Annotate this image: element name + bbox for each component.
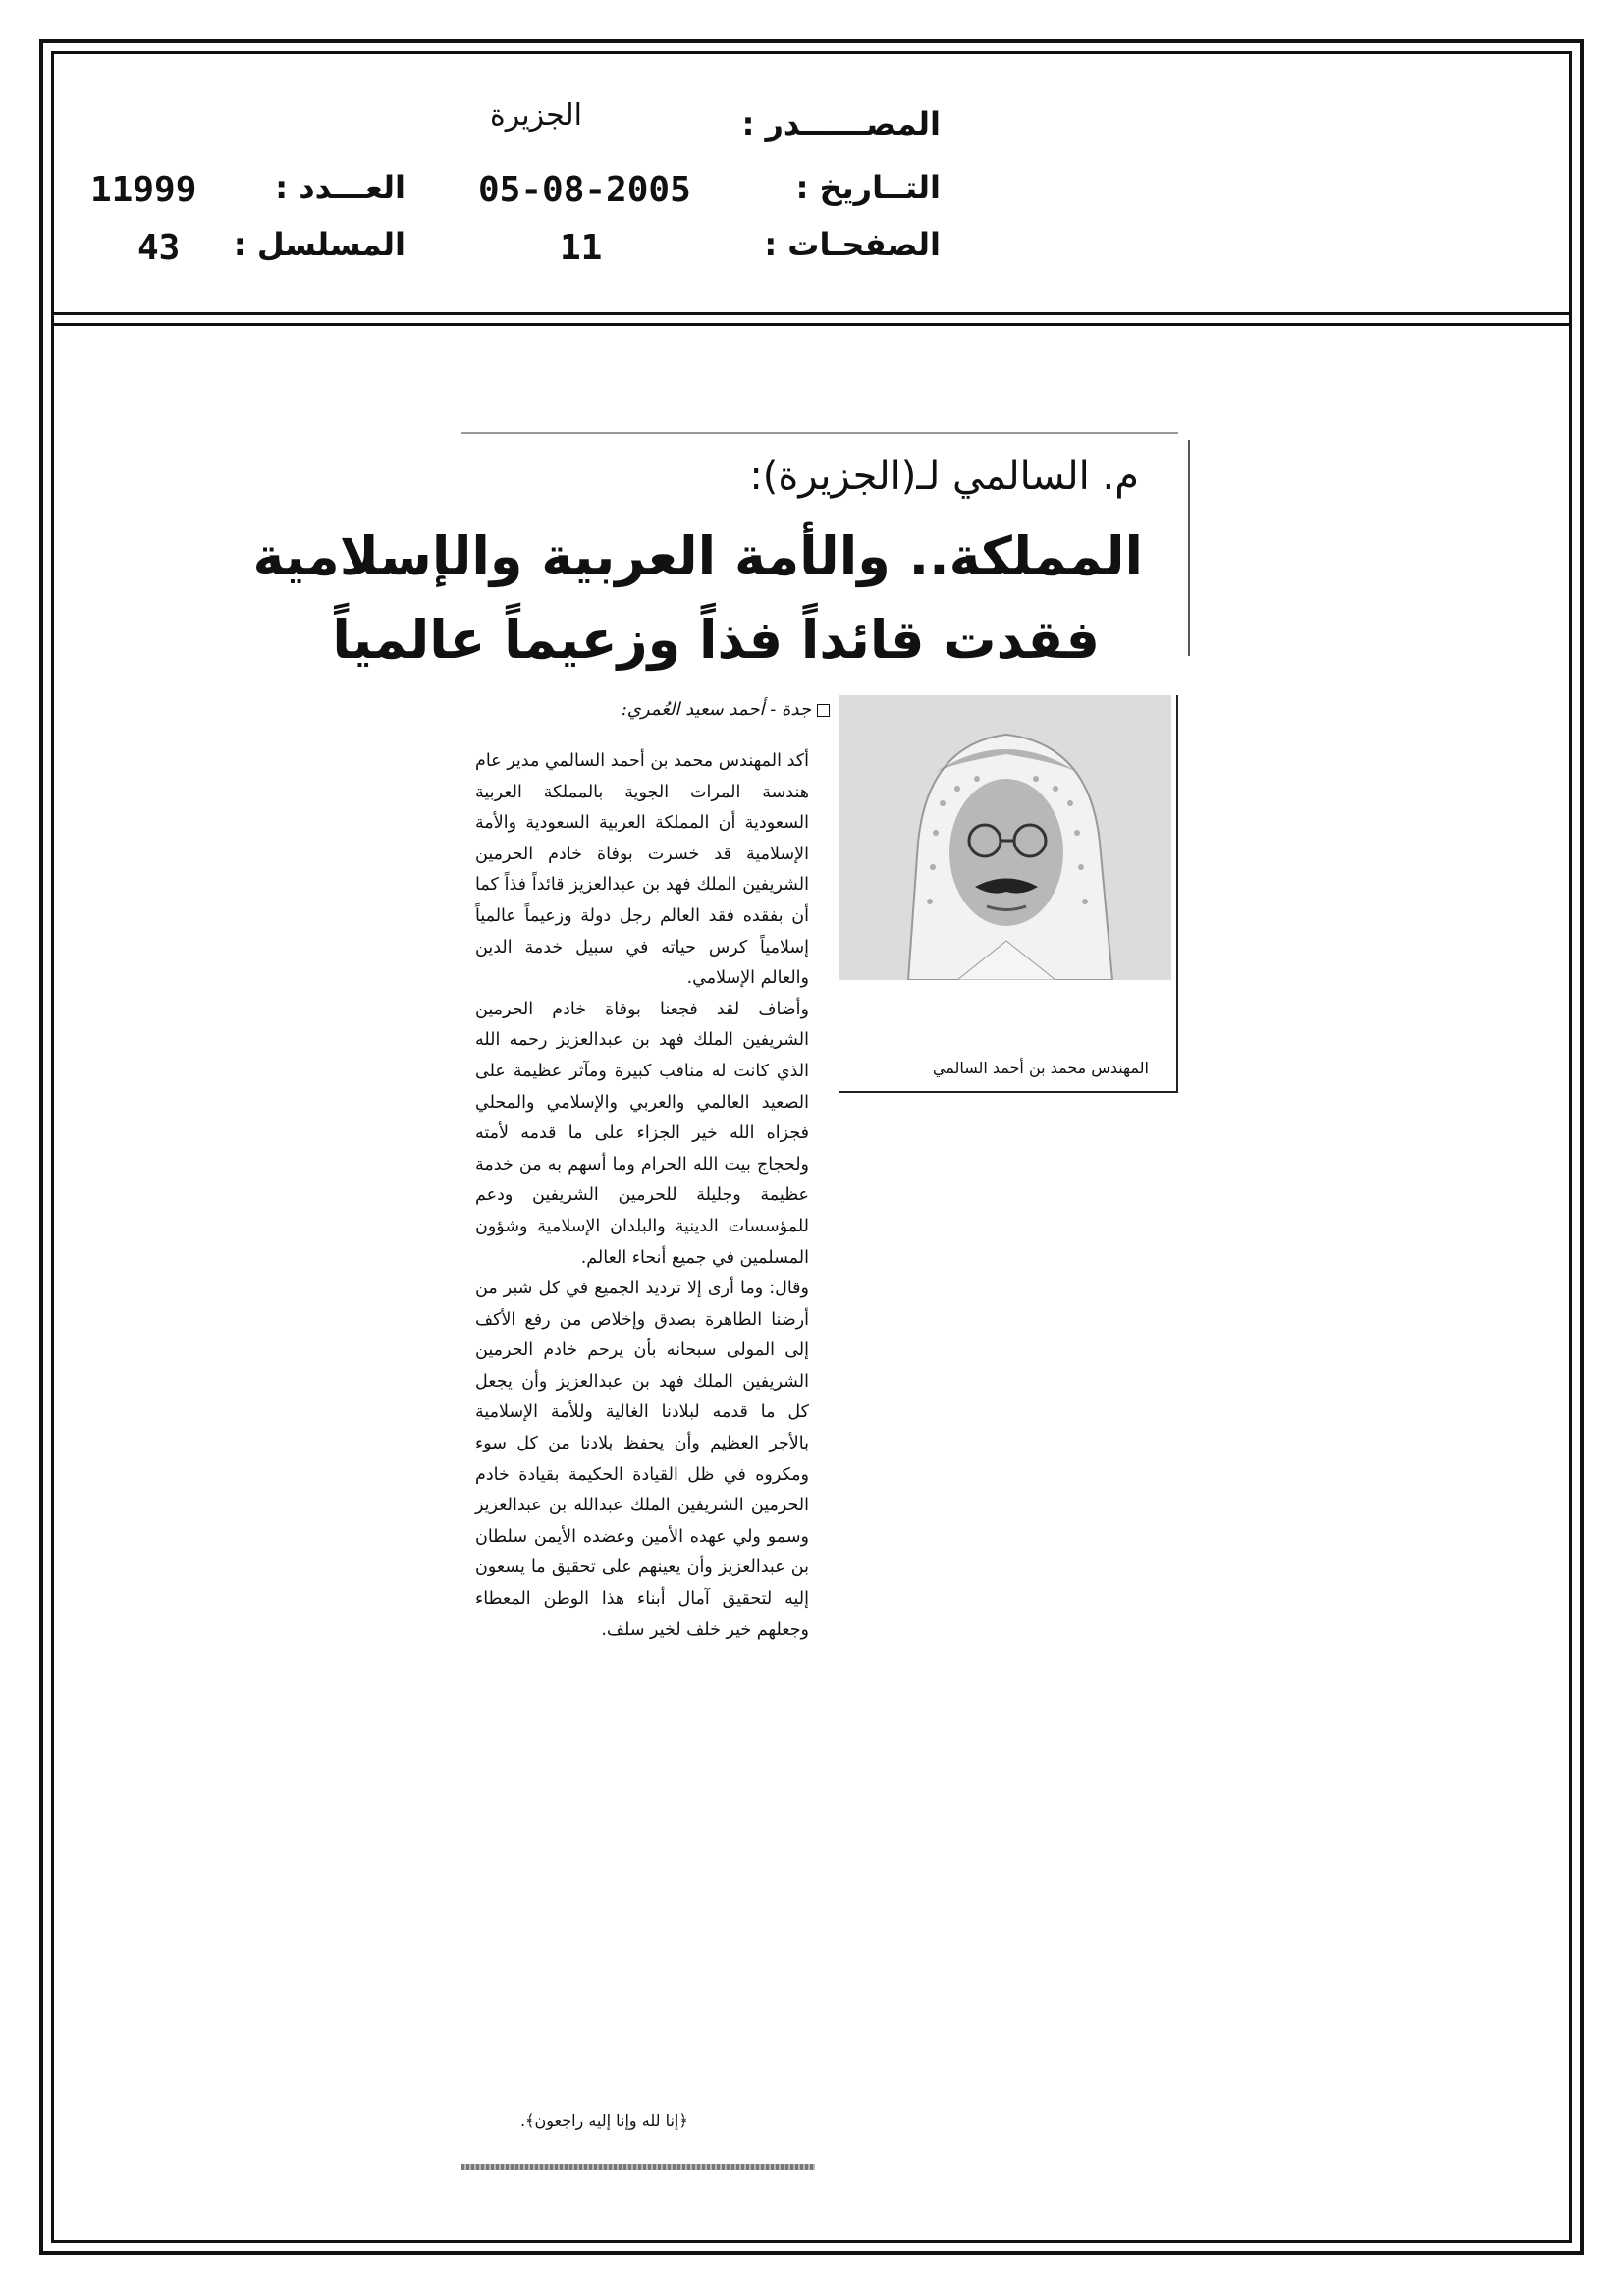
- source-value: الجزيرة: [489, 98, 582, 133]
- article-paragraph-1: أكد المهندس محمد بن أحمد السالمي مدير عام هندسة المرات الجوية بالمملكة العربية السعودية أن المملكة العربية السعودية والأمة الإسلامية قد خسرت بوفاة خادم الحرمين الشريفين الملك فهد بن عبدالعزيز قائداً فذاً كما أن بفقده فقد العالم رجل دولة وزعيماً عالمياً إسلامياً كرس حياته في سبيل خدمة الدين والعالم الإسلامي.: [475, 751, 809, 989]
- header-divider: [51, 312, 1572, 326]
- article-body: [475, 746, 809, 1646]
- source-label: المصــــــدر :: [741, 105, 941, 142]
- clipping-bottom-rule: [461, 2164, 815, 2170]
- issue-label: العـــدد :: [275, 169, 406, 206]
- newspaper-clipping: [252, 432, 1178, 2170]
- article-headline-line-1: المملكة.. والأمة العربية والإسلامية: [252, 525, 1143, 587]
- issue-value: 11999: [90, 170, 197, 210]
- pages-label: الصفحـات :: [764, 226, 941, 263]
- article-paragraph-3: وقال: وما أرى إلا ترديد الجميع في كل شبر من أرضنا الطاهرة بصدق وإخلاص من رفع الأكف إلى المولى سبحانه بأن يرحم خادم الحرمين الشريفين الملك فهد بن عبدالعزيز وأن يجعل كل ما قدمه لبلادنا الغالية وللأمة الإسلامية بالأجر العظيم وأن يحفظ بلادنا من كل سوء ومكروه في ظل القيادة الحكيمة بقيادة خادم الحرمين الشريفين الملك عبدالله بن عبدالعزيز وسمو ولي عهده الأمين وعضده الأيمن سلطان بن عبدالعزيز وأن يعينهم على تحقيق ما يسعون إليه لتحقيق آمال أبناء هذا الوطن المعطاء وجعلهم خير خلف لخير سلف.: [475, 1279, 809, 1640]
- article-byline: [622, 699, 830, 720]
- photo-caption: المهندس محمد بن أحمد السالمي: [932, 1059, 1149, 1077]
- article-paragraph-2: وأضاف لقد فجعنا بوفاة خادم الحرمين الشريفين الملك فهد بن عبدالعزيز رحمه الله الذي كانت له مناقب كبيرة ومآثر عظيمة على الصعيد العالمي والعربي والإسلامي والمحلي فجزاه الله خير الجزاء على ما قدمه لأمته ولحجاج بيت الله الحرام وما أسهم به من خدمة عظيمة وجليلة للحرمين الشريفين ودعم للمؤسسات الدينية والبلدان الإسلامية وشؤون المسلمين في جميع أنحاء العالم.: [475, 999, 809, 1268]
- byline-square-icon: [817, 704, 830, 717]
- serial-value: 43: [137, 228, 181, 268]
- closing-verse: ﴿إنا لله وإنا إليه راجعون﴾.: [520, 2111, 688, 2130]
- byline-text: جدة - أحمد سعيد العُمري:: [621, 699, 811, 720]
- serial-label: المسلسل :: [233, 226, 406, 263]
- photo-frame: [839, 695, 1178, 1093]
- pages-value: 11: [560, 228, 603, 268]
- date-label: التــاريخ :: [795, 169, 941, 206]
- portrait-photo: [839, 695, 1171, 980]
- date-value: 05-08-2005: [478, 170, 691, 210]
- clipping-right-edge: [1188, 440, 1190, 656]
- article-kicker: م. السالمي لـ(الجزيرة):: [749, 454, 1139, 499]
- article-headline-line-2: فقدت قائداً فذاً وزعيماً عالمياً: [332, 609, 1100, 671]
- clipping-top-edge: [461, 432, 1178, 434]
